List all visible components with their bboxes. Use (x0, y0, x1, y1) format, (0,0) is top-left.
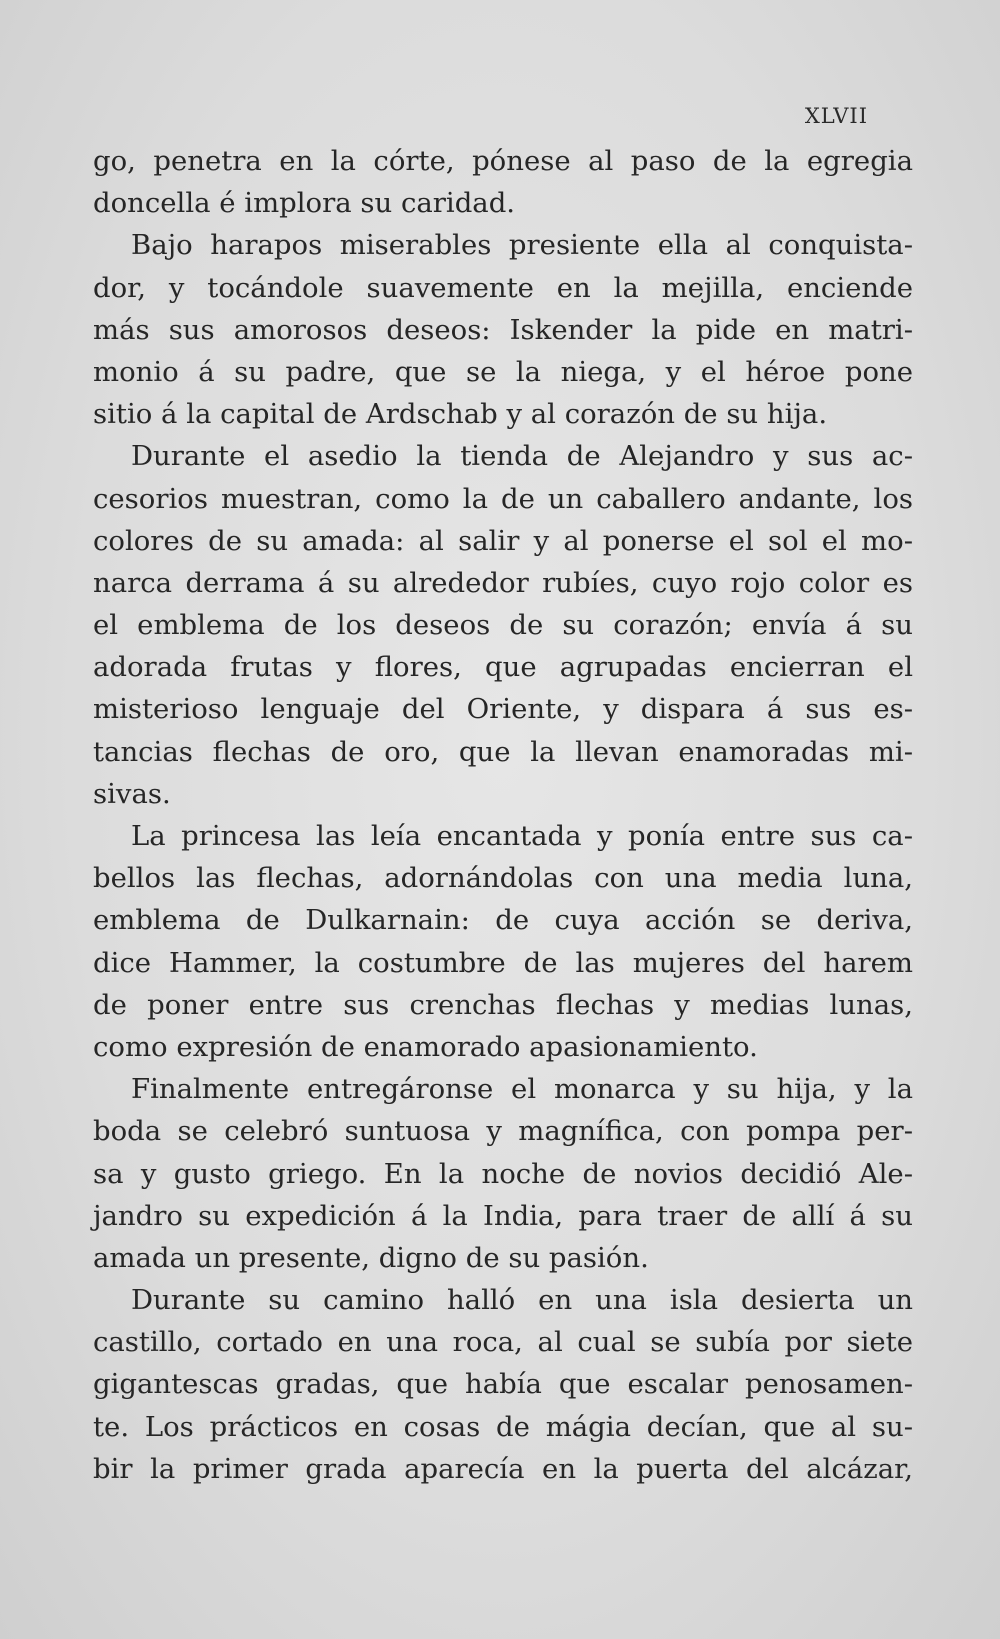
text-line: dice Hammer, la costumbre de las mujeres del harem (93, 946, 913, 979)
text-line: castillo, cortado en una roca, al cual se subía por siete (93, 1326, 913, 1359)
text-line: jandro su expedición á la India, para traer de allí á su (93, 1199, 913, 1232)
text-line: Durante el asedio la tienda de Alejandro y sus ac- (131, 440, 913, 473)
text-line: te. Los prácticos en cosas de mágia decían, que al su- (93, 1410, 913, 1443)
text-line: como expresión de enamorado apasionamiento. (93, 1030, 758, 1063)
body-text (93, 140, 913, 1490)
text-line: narca derrama á su alrededor rubíes, cuyo rojo color es (93, 566, 913, 599)
text-line: sivas. (93, 777, 171, 810)
text-line: adorada frutas y flores, que agrupadas encierran el (93, 651, 913, 684)
text-line: emblema de Dulkarnain: de cuya acción se deriva, (93, 904, 913, 937)
text-line: más sus amorosos deseos: Iskender la pide en matri- (93, 313, 913, 346)
page-number: XLVII (804, 104, 868, 128)
text-line: sa y gusto griego. En la noche de novios decidió Ale- (93, 1157, 913, 1190)
text-line: tancias flechas de oro, que la llevan enamoradas mi- (93, 735, 913, 768)
text-line: cesorios muestran, como la de un caballero andante, los (93, 482, 913, 515)
text-line: boda se celebró suntuosa y magnífica, con pompa per- (93, 1115, 913, 1148)
text-line: sitio á la capital de Ardschab y al corazón de su hija. (93, 398, 828, 431)
text-line: bellos las flechas, adornándolas con una media luna, (93, 862, 913, 895)
text-line: misterioso lenguaje del Oriente, y dispara á sus es- (93, 693, 913, 726)
text-line: Finalmente entregáronse el monarca y su hija, y la (131, 1073, 913, 1106)
text-line: doncella é implora su caridad. (93, 187, 516, 220)
text-line: La princesa las leía encantada y ponía entre sus ca- (131, 820, 913, 852)
text-line: de poner entre sus crenchas flechas y medias lunas, (93, 988, 913, 1021)
text-line: Bajo harapos miserables presiente ella al conquista- (131, 229, 913, 262)
text-line: Durante su camino halló en una isla desierta un (131, 1284, 913, 1317)
text-line: colores de su amada: al salir y al ponerse el sol el mo- (93, 524, 913, 557)
text-line: amada un presente, digno de su pasión. (93, 1241, 649, 1274)
text-line: go, penetra en la córte, pónese al paso de la egregia (93, 145, 913, 177)
text-line: bir la primer grada aparecía en la puerta del alcázar, (93, 1452, 913, 1485)
text-line: dor, y tocándole suavemente en la mejilla, enciende (93, 271, 913, 304)
text-line: gigantescas gradas, que había que escalar penosamen- (93, 1368, 913, 1401)
text-line: el emblema de los deseos de su corazón; envía á su (93, 609, 913, 642)
text-line: monio á su padre, que se la niega, y el héroe pone (93, 355, 913, 388)
